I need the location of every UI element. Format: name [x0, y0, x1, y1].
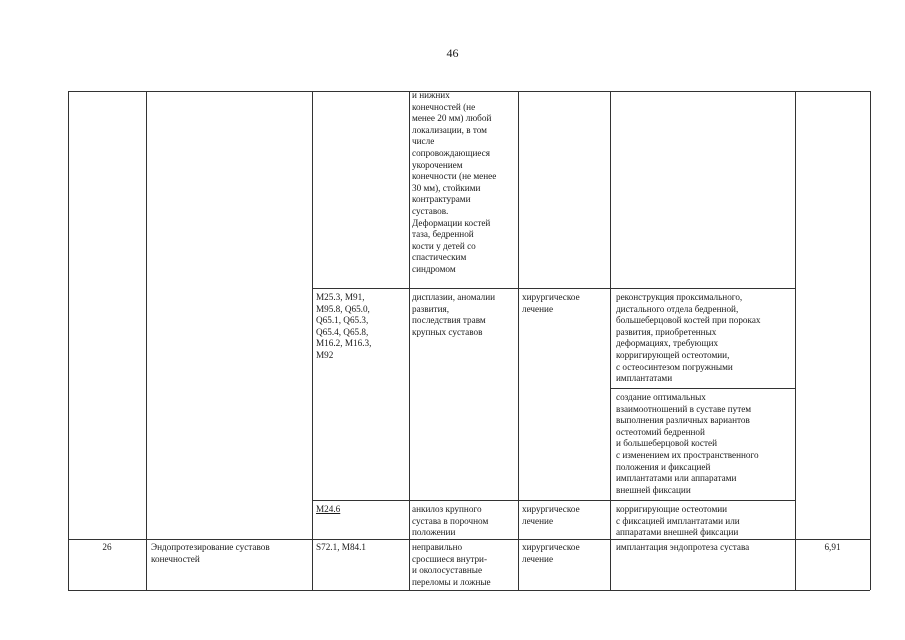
table-column-divider: [518, 91, 519, 590]
norm-cell: 6,91: [824, 542, 841, 552]
method-cell: имплантация эндопротеза сустава: [616, 542, 750, 552]
procedure-name-cell: Эндопротезирование суставов конечностей: [151, 542, 270, 564]
table-column-divider: [795, 91, 796, 590]
model-cell: анкилоз крупного сустава в порочном положении: [412, 504, 489, 538]
model-cell: дисплазии, аномалии развития, последствия травм крупных суставов: [412, 292, 496, 337]
treatment-type-cell: хирургическое лечение: [522, 542, 580, 564]
treatment-type-cell: хирургическое лечение: [522, 504, 580, 526]
page-number: 46: [446, 46, 459, 60]
table-border-bottom: [68, 590, 870, 591]
model-cell: неправильно сросшиеся внутри- и околосуставные переломы и ложные: [412, 542, 491, 587]
table-column-divider: [409, 91, 410, 590]
table-border-left: [68, 91, 69, 590]
method-cell: реконструкция проксимального, дистального отдела бедренной, большеберцовой костей при пороках развития, приобретенных деформациях, требующих корригирующей остеотомии, с остеосинтезом погружными имплантатами: [616, 292, 761, 384]
table-row-divider: [68, 539, 870, 540]
treatment-type-cell: хирургическое лечение: [522, 292, 580, 314]
icd-codes-cell: S72.1, M84.1: [316, 542, 367, 552]
method-cell: создание оптимальных взаимоотношений в суставе путем выполнения различных вариантов остеотомий бедренной и большеберцовой костей с изменением их пространственного положения и фиксацией имплантатами или аппаратами внешней фиксации: [616, 392, 759, 495]
model-cell: и нижних конечностей (не менее 20 мм) любой локализации, в том числе сопровождающиеся укорочением конечности (не менее 30 мм), стойкими контрактурами суставов. Деформации костей таза, бедренной кости у детей со спастическим синдромом: [412, 90, 497, 274]
table-row-divider: [312, 288, 795, 289]
table-column-divider: [312, 91, 313, 590]
table-column-divider: [610, 91, 611, 590]
table-border-right: [870, 91, 871, 590]
table-row-divider: [610, 388, 795, 389]
table-row-divider: [312, 500, 795, 501]
icd-codes-cell: M24.6: [316, 504, 341, 514]
table-column-divider: [146, 91, 147, 590]
icd-codes-cell: M25.3, M91, M95.8, Q65.0, Q65.1, Q65.3, Q65.4, Q65.8, M16.2, M16.3, M92: [316, 292, 372, 360]
row-number-cell: 26: [102, 542, 112, 552]
method-cell: корригирующие остеотомии с фиксацией имплантатами или аппаратами внешней фиксации: [616, 504, 740, 538]
